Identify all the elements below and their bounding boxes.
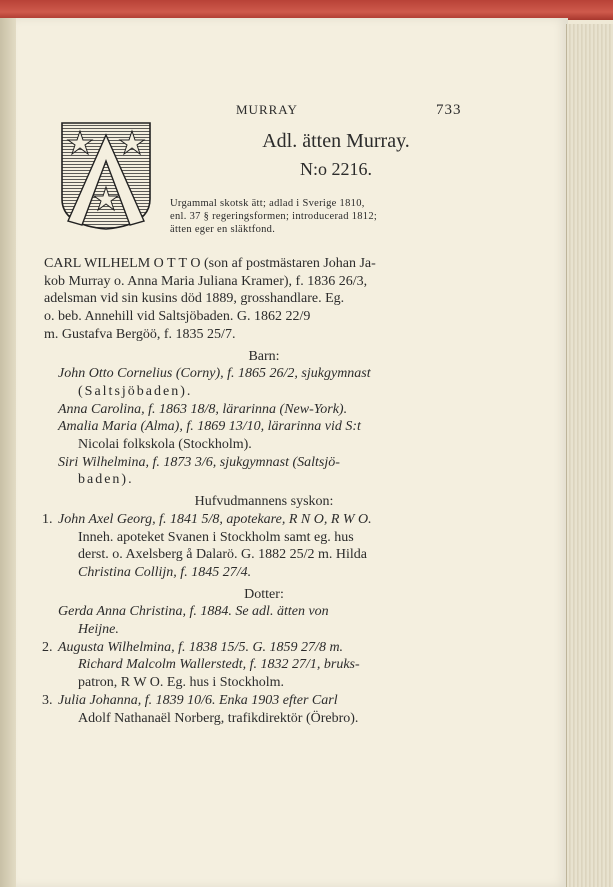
head-entry-line: CARL WILHELM O T T O (son af postmästaren Johan Ja- <box>44 256 376 271</box>
sibling-entry-text: John Axel Georg, f. 1841 5/8, apotekare, R N O, R W O. <box>58 511 372 527</box>
child-entry-line: baden). <box>78 472 134 488</box>
family-title <box>176 128 496 182</box>
book-page <box>16 18 568 887</box>
family-name-heading: Adl. ätten Murray. <box>262 130 410 152</box>
intro-line: ätten eger en släktfond. <box>170 224 276 235</box>
head-entry-line: o. beb. Annehill vid Saltsjöbaden. G. 1862 22/9 <box>44 309 311 325</box>
daughter-heading: Dotter: <box>244 586 284 602</box>
sibling-entry-line: Richard Malcolm Wallerstedt, f. 1832 27/1, bruks- <box>78 657 360 673</box>
page-stack-edges <box>566 24 613 887</box>
family-introduction <box>170 197 490 236</box>
daughter-entry-line: Heijne. <box>78 622 119 638</box>
sibling-entry-line <box>44 639 484 657</box>
head-entry-line: m. Gustafva Bergöö, f. 1835 25/7. <box>44 326 236 342</box>
sibling-entry-line <box>44 692 484 710</box>
child-entry-line: (Saltsjöbaden). <box>78 383 193 399</box>
sibling-entry-line: derst. o. Axelsberg å Dalarö. G. 1882 25/2 m. Hilda <box>78 547 368 563</box>
page-number: 733 <box>436 102 462 118</box>
sibling-entry-text: Julia Johanna, f. 1839 10/6. Enka 1903 efter Carl <box>58 692 338 708</box>
entry-number: 1. <box>42 511 53 527</box>
book-binding-strip <box>0 0 613 20</box>
daughter-entry-line: Gerda Anna Christina, f. 1884. Se adl. ätten von <box>58 604 329 620</box>
genealogy-text <box>44 255 484 727</box>
sibling-entry-line: Inneh. apoteket Svanen i Stockholm samt eg. hus <box>78 529 354 545</box>
siblings-heading: Hufvudmannens syskon: <box>194 494 334 510</box>
entry-number: 3. <box>42 692 53 708</box>
head-entry-line: kob Murray o. Anna Maria Juliana Kramer), f. 1836 26/3, <box>44 273 368 289</box>
page-header <box>16 102 568 122</box>
family-number: N:o 2216. <box>300 159 372 179</box>
running-head: MURRAY <box>236 102 298 117</box>
child-entry-line: Amalia Maria (Alma), f. 1869 13/10, lärarinna vid S:t <box>58 419 361 435</box>
child-entry-line: John Otto Cornelius (Corny), f. 1865 26/2, sjukgymnast <box>58 366 371 382</box>
sibling-entry-text: Augusta Wilhelmina, f. 1838 15/5. G. 1859 27/8 m. <box>58 639 344 655</box>
sibling-entry-line: Adolf Nathanaël Norberg, trafikdirektör (Örebro). <box>78 710 359 726</box>
sibling-entry-line: patron, R W O. Eg. hus i Stockholm. <box>78 675 284 691</box>
child-entry-line: Siri Wilhelmina, f. 1873 3/6, sjukgymnast (Saltsjö- <box>58 454 340 470</box>
child-entry-line: Anna Carolina, f. 1863 18/8, lärarinna (New-York). <box>58 401 348 417</box>
sibling-entry-line: Christina Collijn, f. 1845 27/4. <box>78 564 252 580</box>
coat-of-arms-icon <box>60 121 152 231</box>
children-heading: Barn: <box>248 348 280 364</box>
entry-number: 2. <box>42 639 53 655</box>
child-entry-line: Nicolai folkskola (Stockholm). <box>78 437 252 453</box>
intro-line: Urgammal skotsk ätt; adlad i Sverige 1810, <box>170 198 365 209</box>
intro-line: enl. 37 § regeringsformen; introducerad 1812; <box>170 211 378 222</box>
sibling-entry-line <box>44 511 484 529</box>
head-entry-line: adelsman vid sin kusins död 1889, grosshandlare. Eg. <box>44 291 345 307</box>
